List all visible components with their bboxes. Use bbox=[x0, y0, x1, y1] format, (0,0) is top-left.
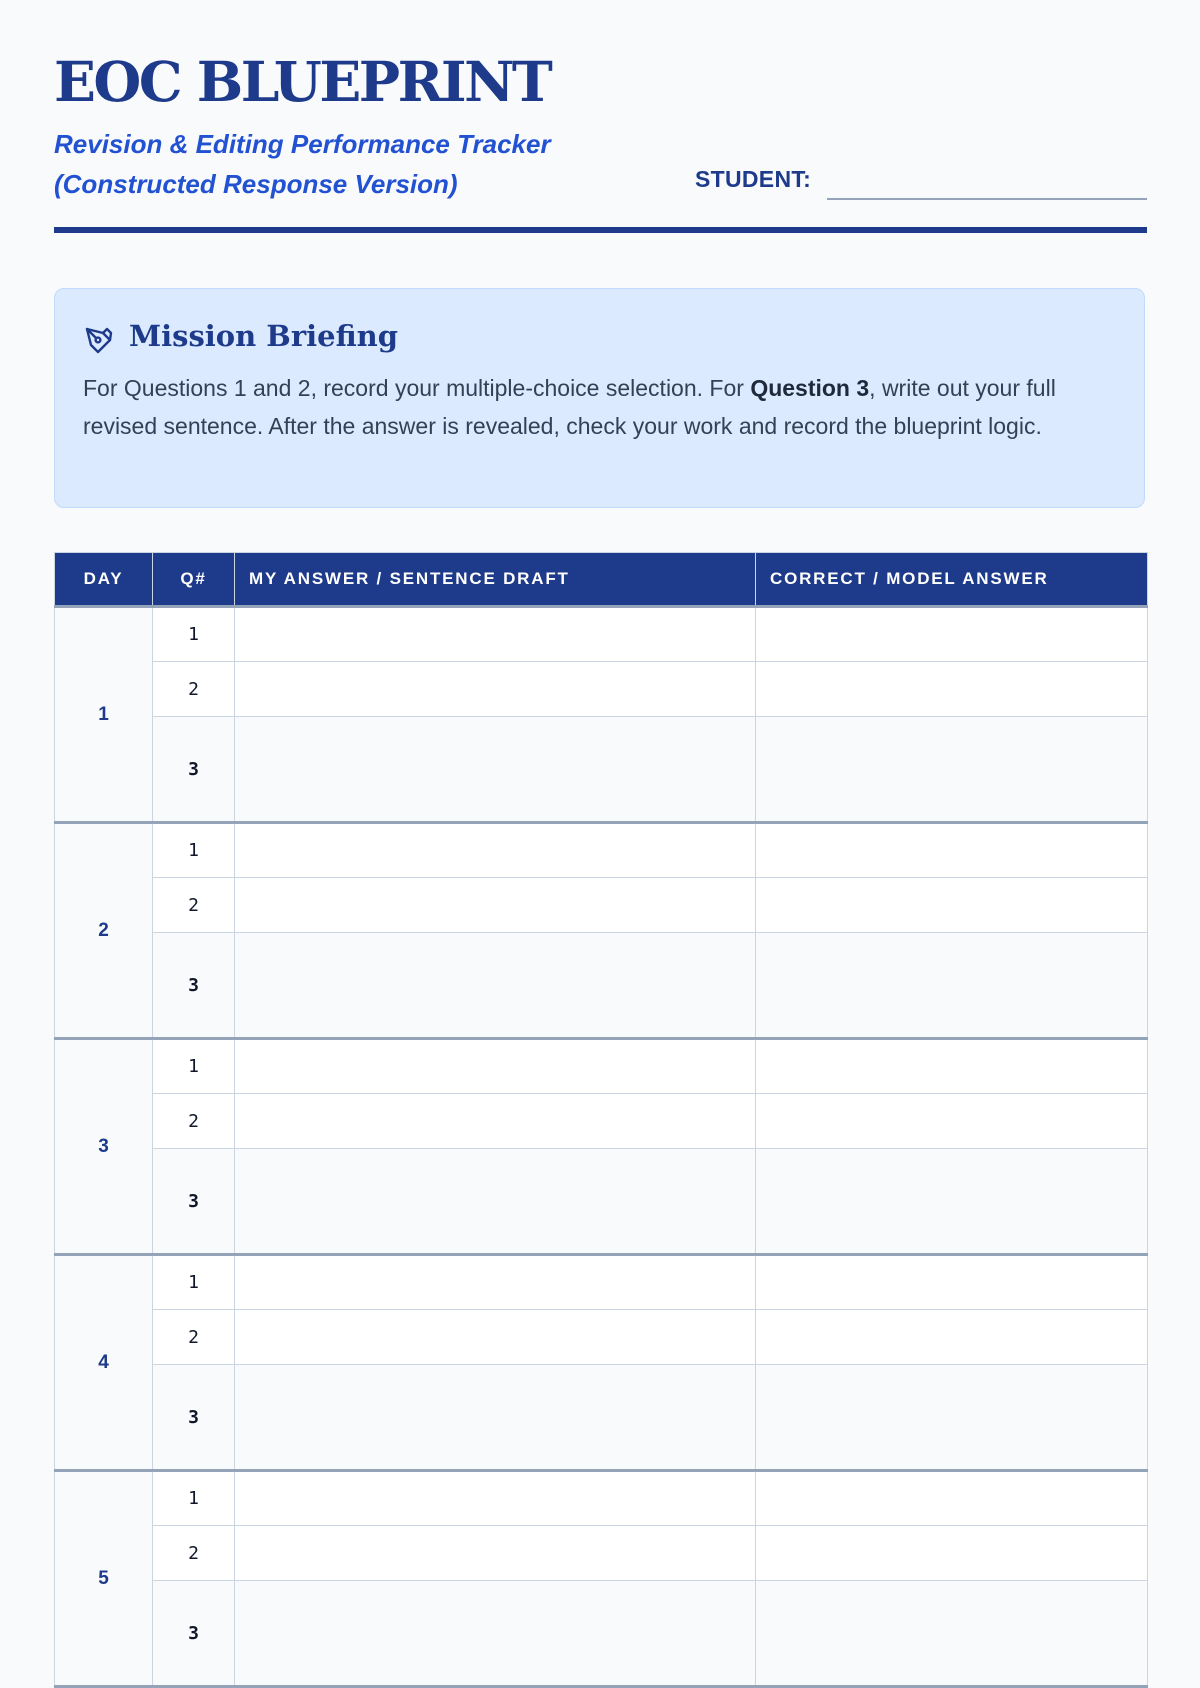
table-row bbox=[55, 1039, 1148, 1094]
my-answer-cell[interactable] bbox=[235, 1471, 756, 1526]
column-header-my-answer: MY ANSWER / SENTENCE DRAFT bbox=[235, 553, 756, 607]
table-row bbox=[55, 1094, 1148, 1149]
question-number-cell: 1 bbox=[153, 607, 235, 662]
my-answer-cell[interactable] bbox=[235, 933, 756, 1039]
table-body bbox=[55, 607, 1148, 1687]
tracker-table bbox=[54, 552, 1148, 1688]
column-header-correct-answer: CORRECT / MODEL ANSWER bbox=[756, 553, 1148, 607]
question-number-cell: 1 bbox=[153, 1255, 235, 1310]
briefing-text-bold: Question 3 bbox=[750, 375, 870, 401]
performance-tracker-table bbox=[54, 552, 1147, 1688]
correct-answer-cell[interactable] bbox=[756, 933, 1148, 1039]
table-row bbox=[55, 1310, 1148, 1365]
correct-answer-cell[interactable] bbox=[756, 1526, 1148, 1581]
day-cell: 1 bbox=[55, 607, 153, 823]
question-number-cell: 2 bbox=[153, 1094, 235, 1149]
question-number-cell: 2 bbox=[153, 1526, 235, 1581]
correct-answer-cell[interactable] bbox=[756, 1310, 1148, 1365]
table-row bbox=[55, 1255, 1148, 1310]
briefing-text-end: , write out your full revised sentence. After the answer is revealed, check your work and record the blueprint logic. bbox=[83, 375, 1056, 439]
correct-answer-cell[interactable] bbox=[756, 1581, 1148, 1687]
question-number-cell: 3 bbox=[153, 1581, 235, 1687]
my-answer-cell[interactable] bbox=[235, 1526, 756, 1581]
question-number-cell: 3 bbox=[153, 933, 235, 1039]
page-header bbox=[54, 0, 1147, 234]
question-number-cell: 2 bbox=[153, 1310, 235, 1365]
my-answer-cell[interactable] bbox=[235, 1149, 756, 1255]
my-answer-cell[interactable] bbox=[235, 878, 756, 933]
correct-answer-cell[interactable] bbox=[756, 1365, 1148, 1471]
table-row bbox=[55, 1365, 1148, 1471]
my-answer-cell[interactable] bbox=[235, 1094, 756, 1149]
briefing-instructions bbox=[83, 369, 1123, 445]
my-answer-cell[interactable] bbox=[235, 717, 756, 823]
correct-answer-cell[interactable] bbox=[756, 717, 1148, 823]
question-number-cell: 1 bbox=[153, 1471, 235, 1526]
student-label: STUDENT: bbox=[695, 166, 812, 192]
my-answer-cell[interactable] bbox=[235, 1581, 756, 1687]
briefing-title: Mission Briefing bbox=[129, 319, 399, 353]
subtitle-line-1: Revision & Editing Performance Tracker bbox=[54, 129, 551, 159]
my-answer-cell[interactable] bbox=[235, 607, 756, 662]
day-cell: 4 bbox=[55, 1255, 153, 1471]
student-name-line[interactable] bbox=[827, 198, 1147, 200]
correct-answer-cell[interactable] bbox=[756, 878, 1148, 933]
question-number-cell: 3 bbox=[153, 717, 235, 823]
table-row bbox=[55, 1149, 1148, 1255]
my-answer-cell[interactable] bbox=[235, 823, 756, 878]
table-row bbox=[55, 662, 1148, 717]
pen-nib-icon bbox=[83, 325, 115, 357]
my-answer-cell[interactable] bbox=[235, 1310, 756, 1365]
correct-answer-cell[interactable] bbox=[756, 662, 1148, 717]
question-number-cell: 1 bbox=[153, 823, 235, 878]
page-title: EOC BLUEPRINT bbox=[54, 49, 551, 114]
day-cell: 5 bbox=[55, 1471, 153, 1687]
table-row bbox=[55, 1581, 1148, 1687]
mission-briefing-box bbox=[54, 288, 1145, 508]
subtitle-line-2: (Constructed Response Version) bbox=[54, 169, 458, 199]
correct-answer-cell[interactable] bbox=[756, 1255, 1148, 1310]
correct-answer-cell[interactable] bbox=[756, 1039, 1148, 1094]
question-number-cell: 3 bbox=[153, 1149, 235, 1255]
my-answer-cell[interactable] bbox=[235, 662, 756, 717]
question-number-cell: 2 bbox=[153, 662, 235, 717]
worksheet-page bbox=[54, 0, 1147, 1644]
table-row bbox=[55, 1471, 1148, 1526]
header-divider bbox=[54, 227, 1147, 233]
correct-answer-cell[interactable] bbox=[756, 1094, 1148, 1149]
question-number-cell: 3 bbox=[153, 1365, 235, 1471]
day-cell: 3 bbox=[55, 1039, 153, 1255]
day-cell: 2 bbox=[55, 823, 153, 1039]
table-header-row bbox=[55, 553, 1148, 607]
question-number-cell: 2 bbox=[153, 878, 235, 933]
page-subtitle bbox=[54, 124, 551, 204]
briefing-text-start: For Questions 1 and 2, record your multiple-choice selection. For bbox=[83, 375, 751, 401]
column-header-question: Q# bbox=[153, 553, 235, 607]
correct-answer-cell[interactable] bbox=[756, 1149, 1148, 1255]
my-answer-cell[interactable] bbox=[235, 1365, 756, 1471]
table-row bbox=[55, 607, 1148, 662]
table-row bbox=[55, 878, 1148, 933]
table-row bbox=[55, 717, 1148, 823]
student-name-field bbox=[695, 164, 1147, 204]
question-number-cell: 1 bbox=[153, 1039, 235, 1094]
correct-answer-cell[interactable] bbox=[756, 823, 1148, 878]
my-answer-cell[interactable] bbox=[235, 1255, 756, 1310]
correct-answer-cell[interactable] bbox=[756, 607, 1148, 662]
table-row bbox=[55, 823, 1148, 878]
table-row bbox=[55, 1526, 1148, 1581]
correct-answer-cell[interactable] bbox=[756, 1471, 1148, 1526]
column-header-day: DAY bbox=[55, 553, 153, 607]
table-row bbox=[55, 933, 1148, 1039]
my-answer-cell[interactable] bbox=[235, 1039, 756, 1094]
